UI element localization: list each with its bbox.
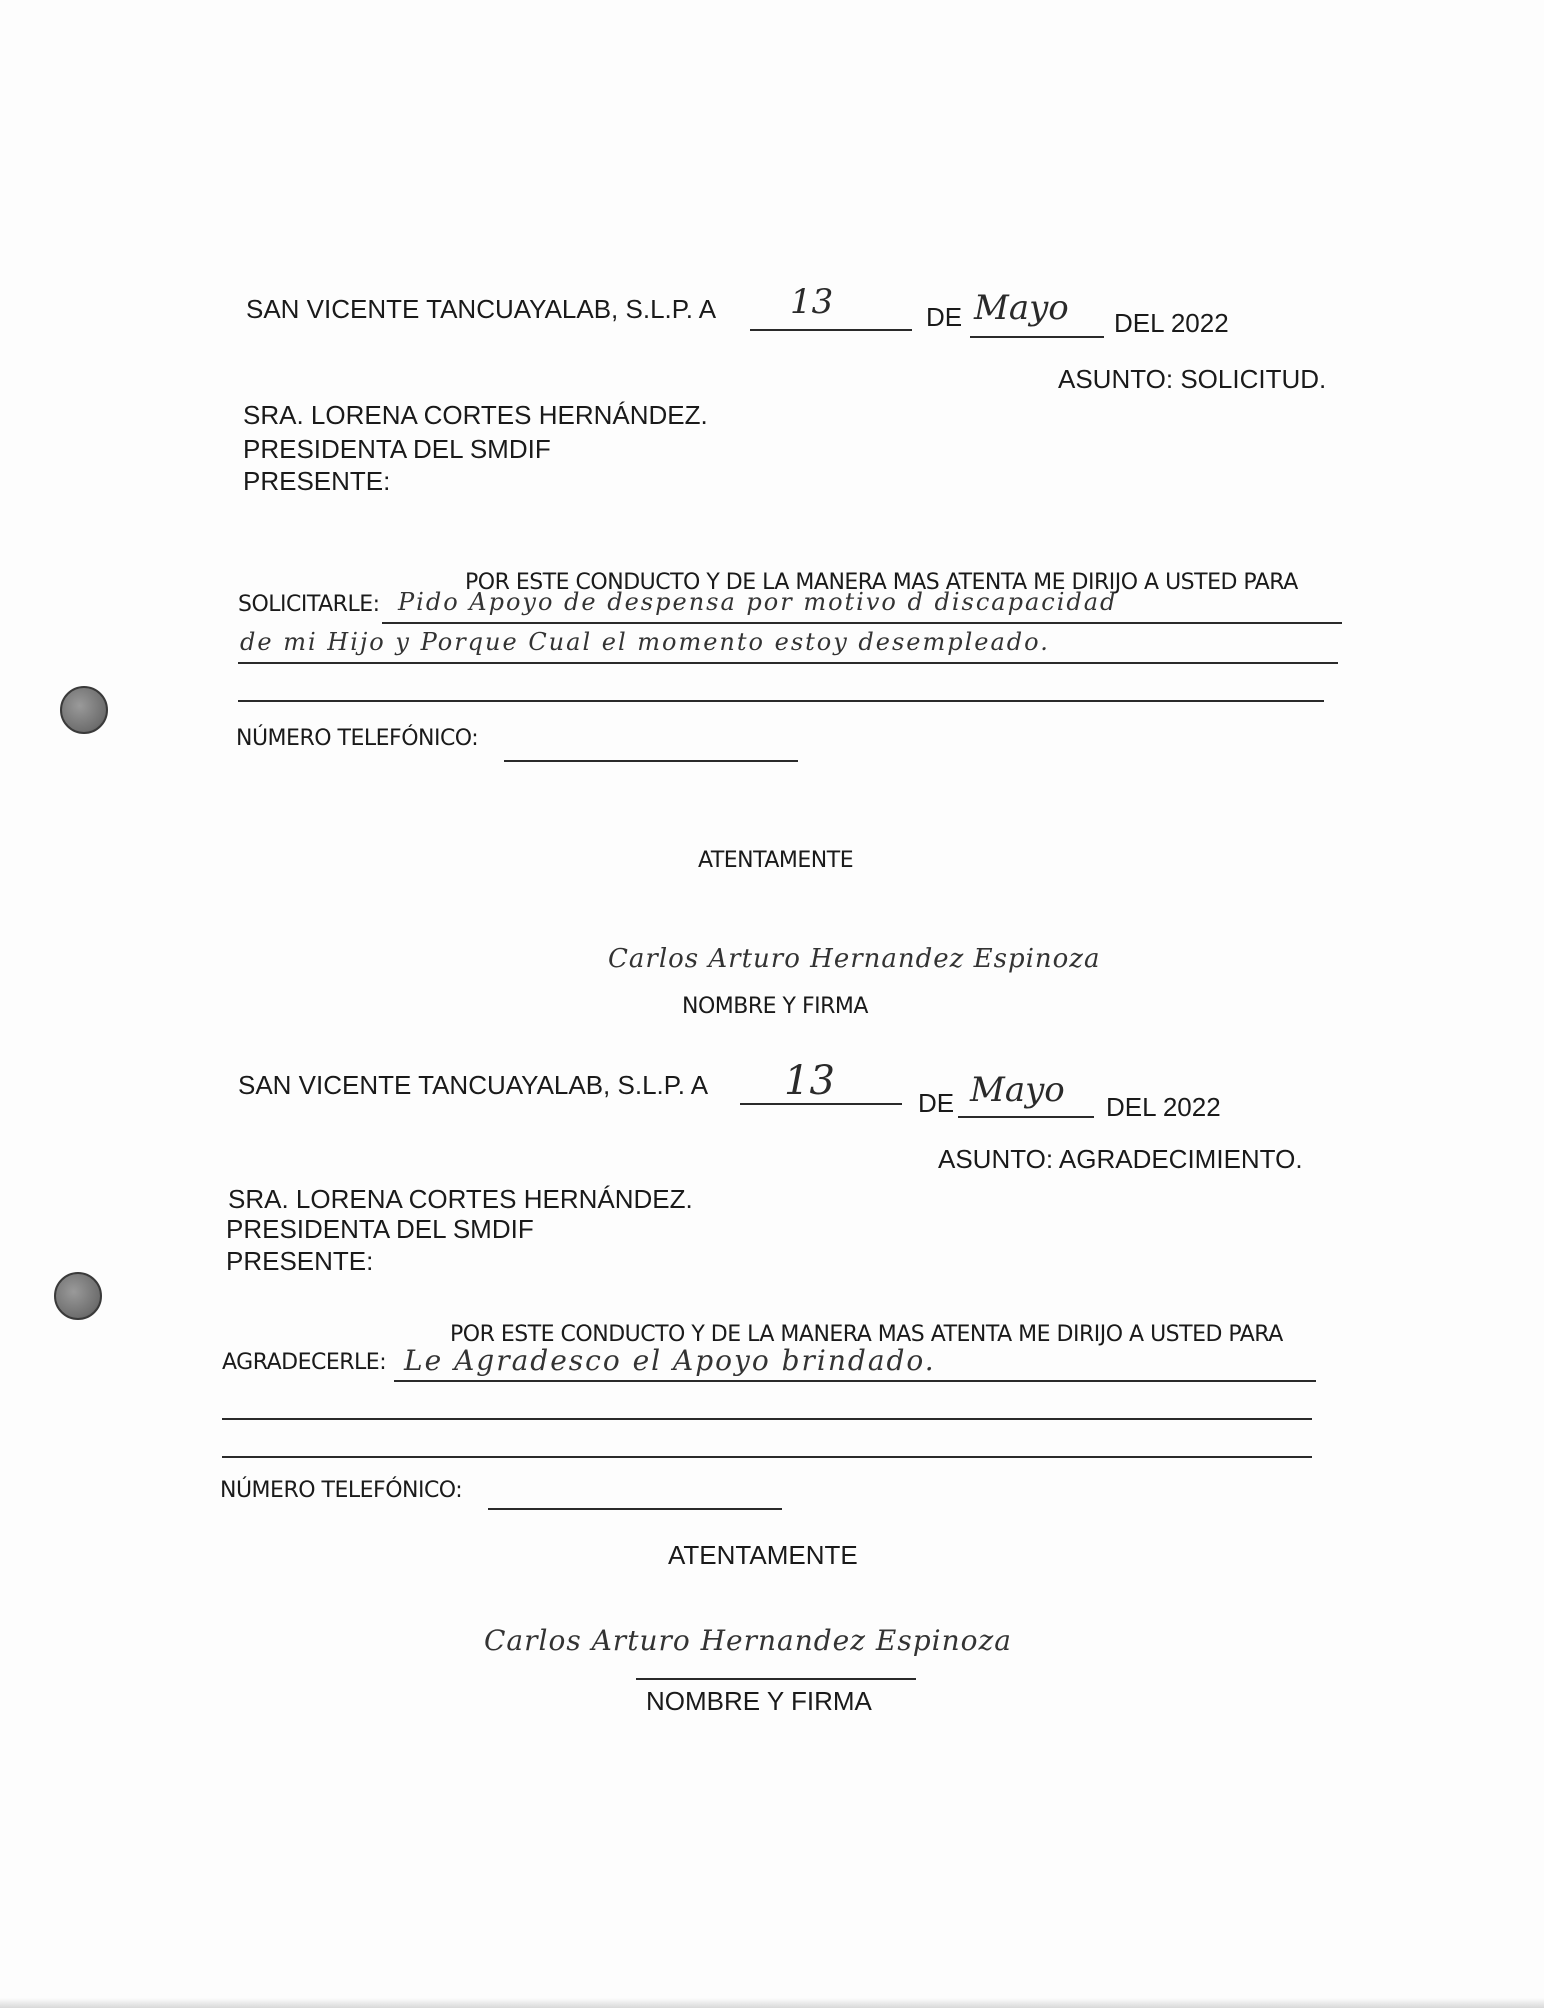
- recipient-name: SRA. LORENA CORTES HERNÁNDEZ.: [228, 1184, 693, 1214]
- request-label: SOLICITARLE:: [238, 592, 380, 617]
- recipient-name: SRA. LORENA CORTES HERNÁNDEZ.: [243, 400, 708, 430]
- punch-hole: [54, 1272, 102, 1320]
- recipient-title: PRESIDENTA DEL SMDIF: [226, 1214, 534, 1244]
- closing: ATENTAMENTE: [698, 848, 854, 873]
- day-underline: [750, 329, 912, 331]
- year-label: DEL 2022: [1106, 1092, 1221, 1122]
- intro-text: POR ESTE CONDUCTO Y DE LA MANERA MAS ATENTA ME DIRIJO A USTED PARA: [465, 570, 1298, 595]
- punch-hole: [60, 686, 108, 734]
- closing: ATENTAMENTE: [668, 1540, 858, 1570]
- day-handwritten: 13: [790, 282, 834, 322]
- phone-label: NÚMERO TELEFÓNICO:: [220, 1478, 463, 1503]
- signature-handwritten: Carlos Arturo Hernandez Espinoza: [484, 1624, 1012, 1657]
- thanks-line-3: [222, 1456, 1312, 1458]
- request-line-2: [238, 662, 1338, 664]
- year-label: DEL 2022: [1114, 308, 1229, 338]
- page-edge: [0, 1998, 1544, 2008]
- signature-underline: [636, 1678, 916, 1680]
- thanks-line-1: [394, 1380, 1316, 1382]
- place-date-prefix: SAN VICENTE TANCUAYALAB, S.L.P. A: [246, 294, 717, 324]
- intro-text: POR ESTE CONDUCTO Y DE LA MANERA MAS ATENTA ME DIRIJO A USTED PARA: [450, 1322, 1283, 1347]
- recipient-presente: PRESENTE:: [243, 466, 391, 496]
- subject: ASUNTO: AGRADECIMIENTO.: [938, 1144, 1303, 1174]
- day-handwritten: 13: [784, 1058, 835, 1104]
- de-label: DE: [918, 1088, 955, 1118]
- phone-underline: [504, 760, 798, 762]
- recipient-presente: PRESENTE:: [226, 1246, 374, 1276]
- request-line-3: [238, 700, 1324, 702]
- signature-handwritten: Carlos Arturo Hernandez Espinoza: [608, 944, 1101, 974]
- de-label: DE: [926, 302, 963, 332]
- request-handwritten-2: de mi Hijo y Porque Cual el momento estoy desempleado.: [240, 628, 1050, 656]
- phone-underline: [488, 1508, 782, 1510]
- month-handwritten: Mayo: [970, 1070, 1065, 1110]
- place-date-prefix: SAN VICENTE TANCUAYALAB, S.L.P. A: [238, 1070, 709, 1100]
- request-handwritten-1: Pido Apoyo de despensa por motivo d discapacidad: [398, 588, 1118, 616]
- thanks-handwritten: Le Agradesco el Apoyo brindado.: [404, 1344, 936, 1377]
- subject: ASUNTO: SOLICITUD.: [1058, 364, 1327, 394]
- thanks-line-2: [222, 1418, 1312, 1420]
- signature-label: NOMBRE Y FIRMA: [682, 994, 868, 1019]
- signature-label: NOMBRE Y FIRMA: [646, 1686, 872, 1716]
- thanks-label: AGRADECERLE:: [222, 1350, 387, 1375]
- month-handwritten: Mayo: [974, 288, 1069, 328]
- month-underline: [970, 336, 1104, 338]
- request-line-1: [382, 622, 1342, 624]
- phone-label: NÚMERO TELEFÓNICO:: [236, 726, 479, 751]
- recipient-title: PRESIDENTA DEL SMDIF: [243, 434, 551, 464]
- month-underline: [958, 1116, 1094, 1118]
